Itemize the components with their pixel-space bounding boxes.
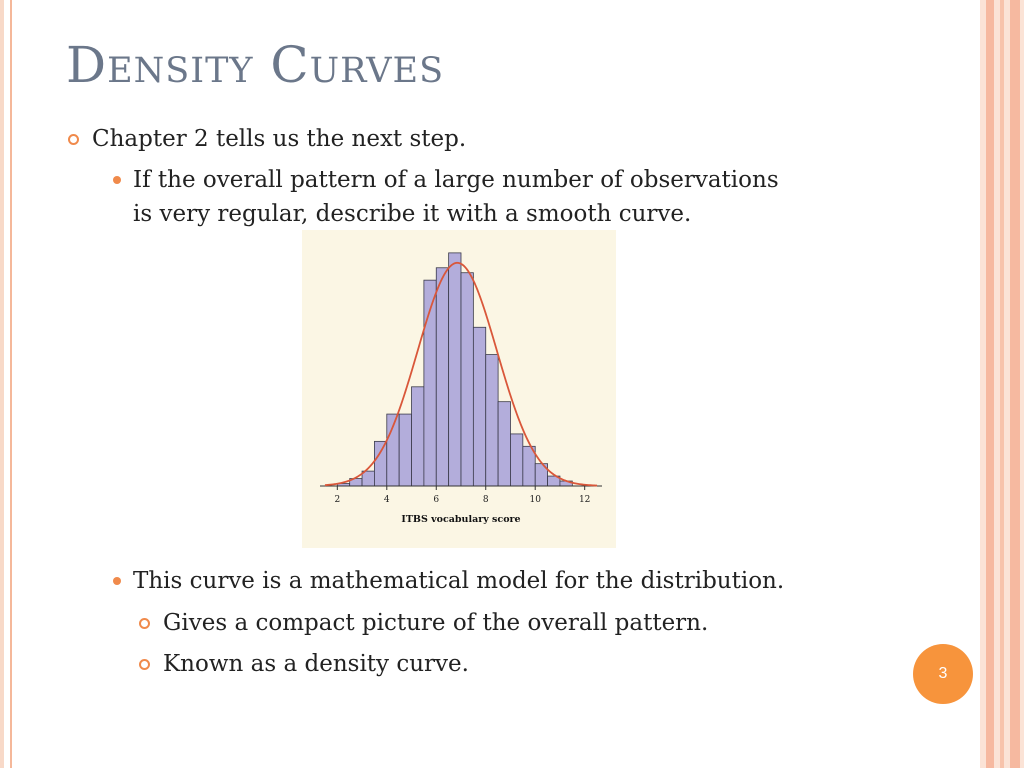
histogram-chart — [302, 230, 616, 548]
x-tick-label: 12 — [578, 495, 591, 505]
ring-bullet-icon — [139, 618, 150, 629]
x-tick-label: 8 — [482, 495, 489, 505]
bullet-text: This curve is a mathematical model for the distribution. — [133, 568, 785, 594]
histogram-bar — [510, 434, 522, 486]
histogram-bar — [461, 273, 473, 486]
bullet-text-line: If the overall pattern of a large number of observations — [133, 167, 779, 193]
bullet-level2 — [133, 564, 784, 598]
frame-left-stripe — [0, 0, 4, 768]
x-tick-label: 4 — [383, 495, 390, 505]
histogram-bar — [498, 402, 510, 486]
ring-bullet-icon — [139, 659, 150, 670]
histogram-bar — [374, 441, 386, 486]
slide-title: Density Curves — [66, 36, 445, 94]
x-tick-label: 10 — [529, 495, 541, 505]
bullet-level3 — [163, 606, 708, 640]
frame-right-stripes — [980, 0, 1024, 768]
ring-bullet-icon — [68, 134, 79, 145]
bullet-level2 — [133, 163, 779, 231]
x-tick-label: 2 — [334, 495, 341, 505]
histogram-bar — [436, 268, 448, 486]
x-tick-label: 6 — [433, 495, 440, 505]
bullet-text: Gives a compact picture of the overall pattern. — [163, 610, 709, 636]
dot-bullet-icon — [113, 176, 121, 184]
histogram-bar — [412, 387, 424, 486]
bullet-text: Chapter 2 tells us the next step. — [92, 126, 467, 152]
histogram-bar — [473, 327, 485, 486]
dot-bullet-icon — [113, 577, 121, 585]
frame-stripe — [986, 0, 994, 768]
histogram-bar — [486, 355, 498, 486]
frame-left-line — [10, 0, 12, 768]
page-number-badge: 3 — [913, 644, 973, 704]
bullet-level3 — [163, 647, 469, 681]
histogram-bar — [449, 253, 461, 486]
histogram-bar — [399, 414, 411, 486]
bullet-text-line: is very regular, describe it with a smooth curve. — [133, 201, 692, 227]
bullet-level1 — [92, 122, 466, 156]
bullet-text: Known as a density curve. — [163, 651, 469, 677]
frame-stripe — [1010, 0, 1020, 768]
frame-stripe — [1000, 0, 1004, 768]
histogram-svg — [302, 230, 616, 548]
x-axis-label: ITBS vocabulary score — [401, 514, 521, 525]
